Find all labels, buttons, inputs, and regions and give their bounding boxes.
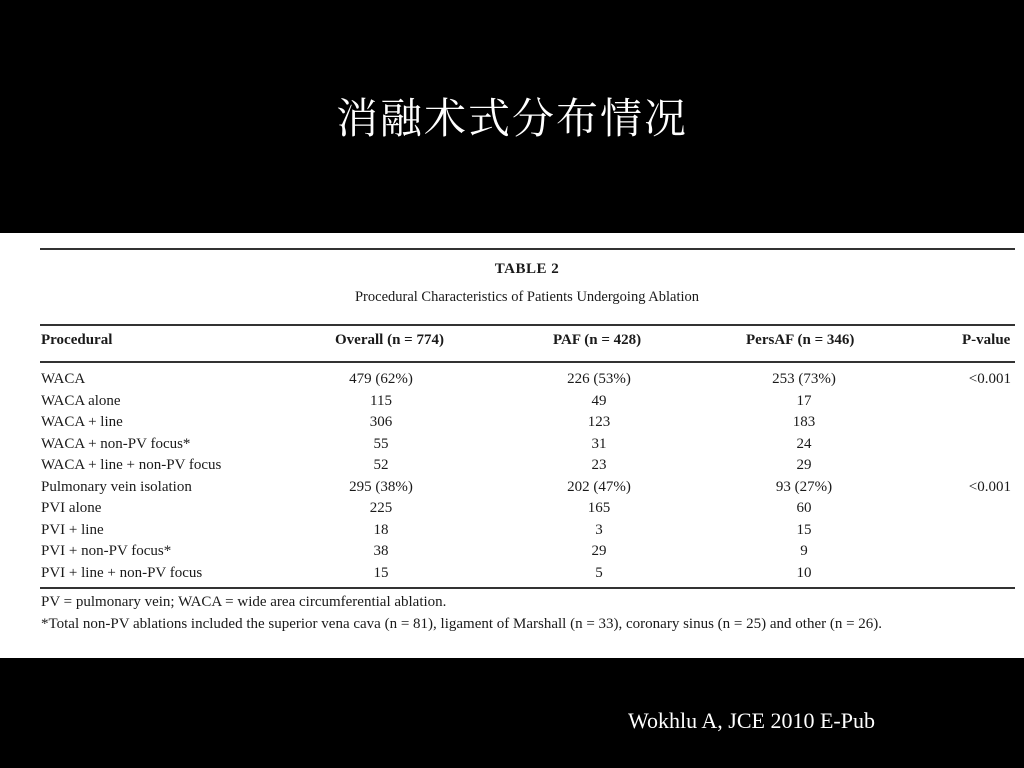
cell-procedural: PVI alone: [41, 500, 102, 516]
table-row: [0, 477, 1024, 499]
cell-paf: 31: [591, 435, 607, 452]
table-body: [0, 369, 1024, 584]
cell-procedural: WACA: [41, 371, 86, 387]
cell-procedural: Pulmonary vein isolation: [41, 478, 192, 495]
table-figure: [0, 233, 1024, 658]
footnote-abbreviations: PV = pulmonary vein; WACA = wide area circumferential ablation.: [41, 594, 447, 610]
cell-procedural: WACA + line: [41, 414, 123, 430]
cell-pvalue: <0.001: [968, 478, 1011, 495]
cell-overall: 38: [373, 543, 389, 559]
cell-persaf: 9: [800, 543, 808, 559]
table-row: [0, 563, 1024, 585]
cell-persaf: 183: [792, 414, 816, 430]
cell-paf: 123: [587, 414, 611, 430]
table-row: [0, 498, 1024, 520]
cell-persaf: 253 (73%): [772, 371, 836, 387]
cell-persaf: 10: [796, 564, 812, 581]
cell-persaf: 29: [796, 457, 812, 473]
cell-paf: 3: [595, 521, 603, 538]
cell-overall: 18: [373, 521, 389, 538]
cell-procedural: WACA + line + non-PV focus: [41, 457, 222, 473]
table-row: [0, 391, 1024, 413]
table-row: [0, 369, 1024, 391]
cell-persaf: 24: [796, 435, 812, 452]
header-bottom-rule: [40, 361, 1015, 363]
cell-overall: 225: [369, 500, 393, 516]
cell-overall: 479 (62%): [349, 371, 413, 387]
table-caption: Procedural Characteristics of Patients Undergoing Ablation: [354, 289, 700, 305]
table-bottom-rule: [40, 587, 1015, 589]
table-row: [0, 434, 1024, 456]
header-top-rule: [40, 324, 1015, 326]
slide-title: 消融术式分布情况: [335, 94, 688, 143]
cell-overall: 306: [369, 414, 393, 430]
cell-persaf: 93 (27%): [775, 478, 833, 495]
cell-paf: 202 (47%): [567, 478, 631, 495]
cell-persaf: 60: [796, 500, 812, 516]
table-row: [0, 412, 1024, 434]
column-header-pvalue: P-value: [962, 332, 1011, 348]
cell-persaf: 15: [796, 521, 812, 538]
cell-overall: 15: [373, 564, 389, 581]
cell-paf: 165: [587, 500, 611, 516]
cell-paf: 29: [591, 543, 607, 559]
table-row: [0, 520, 1024, 542]
cell-procedural: PVI + line: [41, 521, 104, 538]
citation: Wokhlu A, JCE 2010 E-Pub: [628, 708, 875, 733]
cell-procedural: PVI + non-PV focus*: [41, 543, 172, 559]
column-header-overall: Overall (n = 774): [335, 332, 444, 348]
cell-paf: 226 (53%): [567, 371, 631, 387]
cell-overall: 55: [373, 435, 389, 452]
cell-overall: 52: [373, 457, 389, 473]
cell-procedural: WACA alone: [41, 392, 121, 409]
table-label: TABLE 2: [494, 261, 560, 277]
table-row: [0, 455, 1024, 477]
cell-overall: 115: [370, 392, 392, 409]
column-header-persaf: PersAF (n = 346): [746, 332, 855, 348]
table-top-rule: [40, 248, 1015, 250]
column-header-paf: PAF (n = 428): [553, 332, 642, 348]
cell-procedural: WACA + non-PV focus*: [41, 435, 191, 452]
cell-persaf: 17: [796, 392, 812, 409]
cell-overall: 295 (38%): [349, 478, 413, 495]
cell-paf: 5: [595, 564, 603, 581]
cell-paf: 23: [591, 457, 607, 473]
column-header-procedural: Procedural: [41, 332, 113, 348]
cell-paf: 49: [591, 392, 607, 409]
cell-pvalue: <0.001: [968, 371, 1011, 387]
cell-procedural: PVI + line + non-PV focus: [41, 564, 203, 581]
table-row: [0, 541, 1024, 563]
footnote-non-pv: *Total non-PV ablations included the superior vena cava (n = 81), ligament of Marshall (n = 33), coronary sinus (n = 25) and other (n = 26).: [41, 616, 883, 632]
